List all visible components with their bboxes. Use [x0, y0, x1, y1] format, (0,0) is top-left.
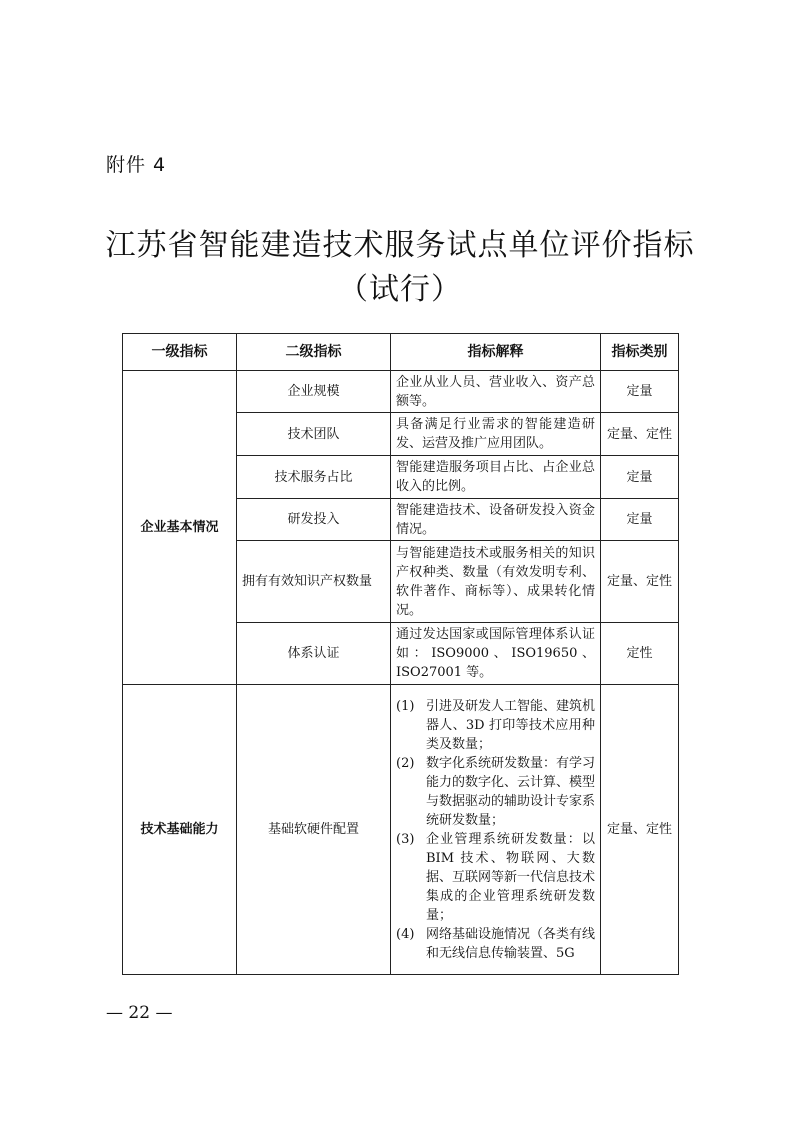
indicator-table [122, 333, 679, 975]
document-title: 江苏省智能建造技术服务试点单位评价指标 [105, 228, 695, 263]
column-header-level2: 二级指标 [237, 334, 391, 371]
type-cell: 定量、定性 [601, 541, 679, 623]
level2-cell: 企业规模 [237, 371, 391, 413]
list-item-text: 企业管理系统研发数量：以BIM 技术、物联网、大数据、互联网等新一代信息技术集成的企业管理系统研发数量； [426, 831, 596, 923]
column-header-explanation: 指标解释 [391, 334, 601, 371]
attachment-label: 附件 4 [106, 154, 167, 176]
type-cell: 定量、定性 [601, 413, 679, 456]
explanation-cell: 智能建造技术、设备研发投入资金情况。 [391, 499, 601, 541]
list-item-number: (2) [396, 755, 415, 771]
table-row [123, 371, 679, 413]
type-cell: 定量 [601, 456, 679, 499]
level2-cell: 基础软硬件配置 [237, 685, 391, 975]
list-item-text: 数字化系统研发数量：有学习能力的数字化、云计算、模型与数据驱动的辅助设计专家系统研发数量； [426, 755, 596, 828]
list-item [396, 925, 595, 963]
list-item-text: 网络基础设施情况（各类有线和无线信息传输装置、5G [426, 926, 596, 961]
level2-cell: 技术团队 [237, 413, 391, 456]
list-item-number: (4) [396, 926, 415, 942]
list-item-text: 引进及研发人工智能、建筑机器人、3D 打印等技术应用种类及数量； [426, 698, 596, 752]
type-cell: 定量 [601, 371, 679, 413]
table-row [123, 685, 679, 975]
type-cell: 定量、定性 [601, 685, 679, 975]
type-cell: 定量 [601, 499, 679, 541]
explanation-cell [391, 685, 601, 975]
table-header-row [123, 334, 679, 371]
numbered-list [396, 697, 595, 963]
type-cell: 定性 [601, 623, 679, 685]
level1-cell: 企业基本情况 [123, 371, 237, 685]
level2-cell: 研发投入 [237, 499, 391, 541]
list-item [396, 697, 595, 754]
list-item [396, 754, 595, 830]
column-header-level1: 一级指标 [123, 334, 237, 371]
list-item-number: (3) [396, 831, 415, 847]
column-header-type: 指标类别 [601, 334, 679, 371]
explanation-cell: 具备满足行业需求的智能建造研发、运营及推广应用团队。 [391, 413, 601, 456]
level2-cell: 体系认证 [237, 623, 391, 685]
explanation-cell: 智能建造服务项目占比、占企业总收入的比例。 [391, 456, 601, 499]
level2-cell: 技术服务占比 [237, 456, 391, 499]
explanation-cell: 企业从业人员、营业收入、资产总额等。 [391, 371, 601, 413]
document-subtitle: （试行） [338, 272, 462, 307]
level1-cell: 技术基础能力 [123, 685, 237, 975]
level2-cell: 拥有有效知识产权数量 [237, 541, 391, 623]
list-item [396, 830, 595, 925]
explanation-cell: 通过发达国家或国际管理体系认证如：ISO9000、ISO19650、ISO27001 等。 [391, 623, 601, 685]
explanation-cell: 与智能建造技术或服务相关的知识产权种类、数量（有效发明专利、软件著作、商标等）、成果转化情况。 [391, 541, 601, 623]
list-item-number: (1) [396, 698, 415, 714]
page-number: — 22 — [106, 1003, 173, 1023]
